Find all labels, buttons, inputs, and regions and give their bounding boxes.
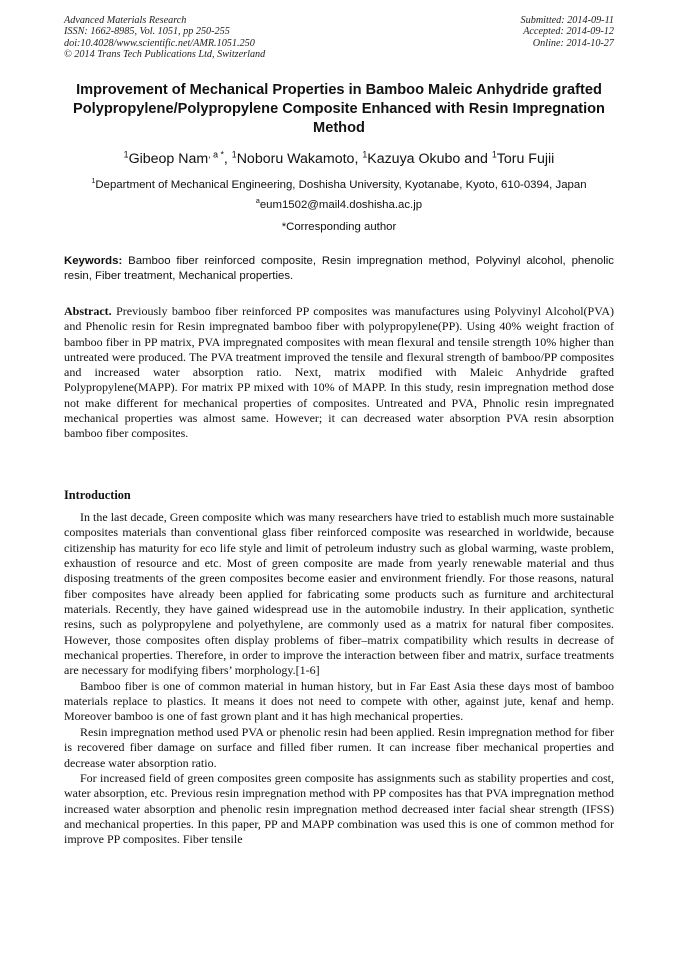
copyright-line: © 2014 Trans Tech Publications Ltd, Switzerland: [64, 49, 266, 61]
keywords-text: Bamboo fiber reinforced composite, Resin impregnation method, Polyvinyl alcohol, phenolic resin, Fiber treatment, Mechanical properties.: [64, 255, 614, 282]
email-text: eum1502@mail4.doshisha.ac.jp: [259, 199, 423, 211]
journal-info: [64, 15, 265, 61]
author-name: Gibeop Nam: [128, 151, 209, 167]
author-name: Toru Fujii: [496, 151, 555, 167]
doi-line: doi:10.4028/www.scientific.net/AMR.1051.250: [64, 37, 255, 49]
submission-dates: [521, 15, 614, 49]
abstract-text: Previously bamboo fiber reinforced PP composites was manufactures using Polyvinyl Alcohol(PVA) and Phenolic resin for Resin impregnated bamboo fiber with polypropylene(PP). Using 40% weight fraction of bamboo fiber in PP matrix, PVA impregnated composites with mean flexural and tensile strength 10% higher than untreated were produced. The PVA treatment improved the tensile and flexural strength of bamboo/PP composites and increased water absorption ratio. Next, matrix modified with Maleic Anhydride grafted Polypropylene(MAPP). For matrix PP mixed with 10% of MAPP. In this study, resin impregnation method dose not make different for mechanical properties of composites. Untreated and PVA, Phnolic resin impregnated mechanical properties was almost same. However; it can decreased water absorption PVA resin absorption bamboo fiber composites.: [64, 304, 614, 441]
journal-name: Advanced Materials Research: [64, 15, 187, 26]
paper-title: Improvement of Mechanical Properties in Bamboo Maleic Anhydride grafted Polypropylene/Polypropylene Composite Enhanced with Resin Impregnation Method: [73, 82, 605, 136]
submitted-date: Submitted: 2014-09-11: [520, 15, 614, 26]
affiliation: [64, 178, 614, 192]
affiliation-sup: 1: [91, 178, 96, 186]
affiliation-text: Department of Mechanical Engineering, Doshisha University, Kyotanabe, Kyoto, 610-0394, Japan: [95, 179, 587, 191]
keywords-label: Keywords:: [64, 255, 123, 267]
paragraph: Bamboo fiber is one of common material in human history, but in Far East Asia these days most of bamboo materials replace to plastics. It means it does not need to compete with other, against jute, kenaf and hemp. Moreover bamboo is one of fast grown plant and it has high mechanical properties.: [64, 678, 614, 724]
author-name: Noboru Wakamoto,: [236, 151, 363, 167]
author-mark: , a *: [208, 149, 224, 160]
author-affil-sup: 1: [123, 149, 129, 160]
keywords: [64, 254, 614, 284]
author-affil-sup: 1: [362, 149, 368, 160]
email-sup: a: [255, 198, 260, 206]
author-affil-sup: 1: [491, 149, 497, 160]
abstract: [64, 304, 614, 442]
paragraph: Resin impregnation method used PVA or phenolic resin had been applied. Resin impregnation method for fiber is recovered fiber damage on surface and filled fiber rumen. It can increase fiber mechanical properties and decrease water absorption ratio.: [64, 724, 614, 770]
section-heading-introduction: Introduction: [64, 488, 131, 502]
issn-line: ISSN: 1662-8985, Vol. 1051, pp 250-255: [64, 26, 230, 38]
paragraph: In the last decade, Green composite which was many researchers have tried to establish much more sustainable composites materials than conventional glass fiber reinforced composite was researched in worldwide, because citizenship has maturity for eco life style and limit of petroleum industry such as global warming, waste problem, exhaustion of resource and etc. Most of green composite are made from yearly renewable material and thus disposing treatments of the green composites become easier and environment friendly. For those reasons, natural fiber composites have already been applied for fabricating some products such as furniture and architectural materials. Recently, they have gained widespread use in the automobile industry. In their application, synthetic resins, such as polypropylene and polyethylene, are commonly used as a matrix for natural fiber composites. However, those composites often display problems of fiber–matrix compatibility which results in decrease of mechanical properties. Therefore, in order to improve the interaction between fiber and matrix, surface treatments are necessary for modifying fibers’ morphology.[1-6]: [64, 510, 614, 678]
paragraph: For increased field of green composites green composite has assignments such as stability properties and cost, water absorption, etc. Previous resin impregnation method with PP composites has that PVA impregnation method increased water absorption and phenolic resin impregnation method decreased inter facial shear strength (IFSS) and mechanical properties. In this paper, PP and MAPP combination was used this is one of common method for improve PP composites. Fiber tensile: [64, 770, 614, 847]
corresponding-author-note: *Corresponding author: [281, 221, 397, 233]
introduction-body: [64, 510, 614, 848]
author-list: $^1$Gibeop Nam$^{, a *}$, $^1$Noboru Wakamoto, $^1$Kazuya Okubo and $^1$Toru Fujii: [123, 149, 555, 167]
online-date: Online: 2014-10-27: [532, 37, 614, 49]
author-email: [64, 198, 614, 212]
author-affil-sup: 1: [231, 149, 237, 160]
accepted-date: Accepted: 2014-09-12: [523, 26, 614, 38]
author-name: Kazuya Okubo and: [367, 151, 492, 167]
abstract-label: Abstract.: [64, 304, 112, 318]
